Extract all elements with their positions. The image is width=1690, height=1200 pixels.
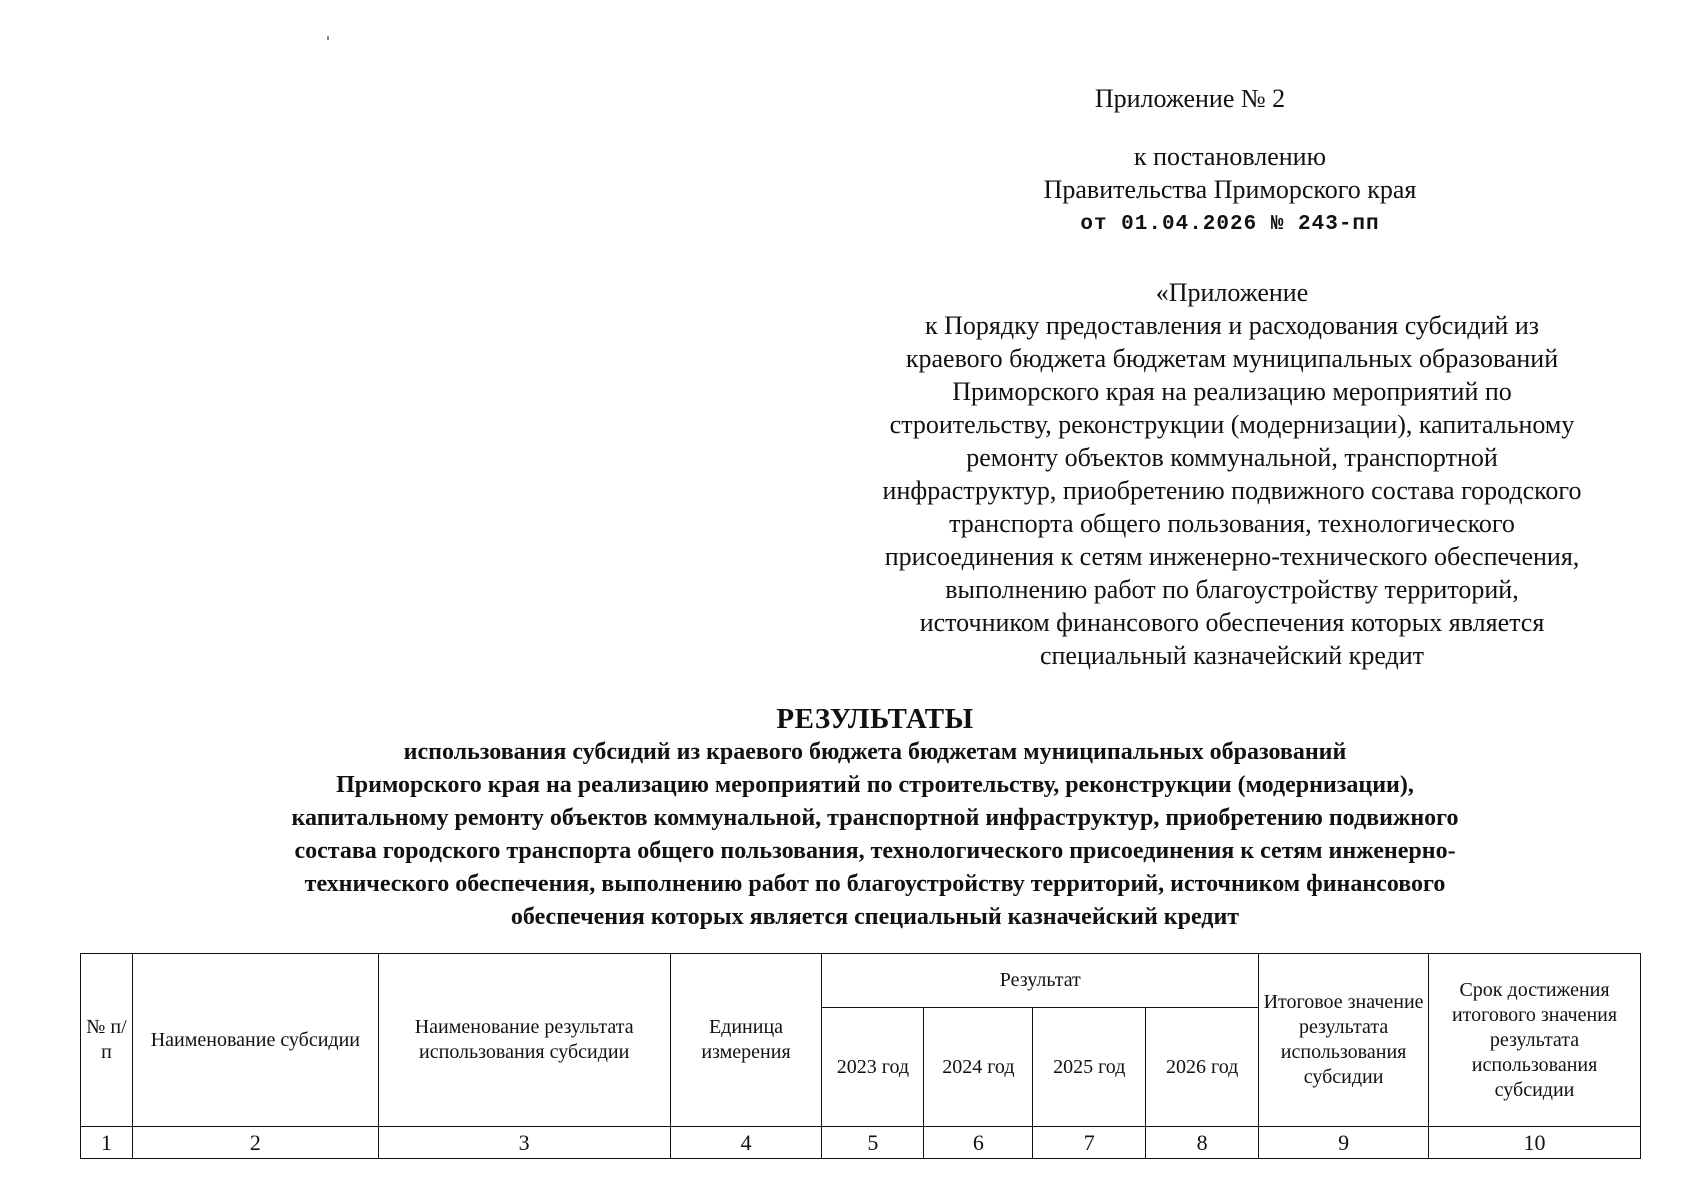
order-line: краевого бюджета бюджетам муниципальных образований (905, 344, 1559, 373)
order-reference (842, 276, 1622, 672)
header-cell-final-value: Итоговое значение результата использования субсидии (1259, 954, 1429, 1127)
order-line: инфраструктур, приобретению подвижного состава городского (882, 476, 1582, 505)
header-cell-result-name: Наименование результата использования субсидии (378, 954, 670, 1127)
column-number-cell: 5 (822, 1127, 924, 1159)
results-subtitle-line: капитальному ремонту объектов коммунальной, транспортной инфраструктур, приобретению подвижного (291, 805, 1459, 831)
column-number-cell: 8 (1146, 1127, 1259, 1159)
column-number-cell: 7 (1033, 1127, 1146, 1159)
table-header-row (81, 954, 1641, 1008)
header-cell-year: 2025 год (1033, 1008, 1146, 1127)
decree-reference (980, 140, 1480, 241)
column-number-cell: 6 (924, 1127, 1033, 1159)
results-subtitle-line: Приморского края на реализацию мероприятий по строительству, реконструкции (модернизации), (336, 772, 1414, 798)
order-line: к Порядку предоставления и расходования субсидий из (924, 311, 1540, 340)
header-cell-result: Результат (822, 954, 1259, 1008)
header-cell-year: 2026 год (1146, 1008, 1259, 1127)
results-subtitle-line: технического обеспечения, выполнению работ по благоустройству территорий, источником финансового (304, 871, 1446, 897)
results-table (80, 953, 1641, 1159)
header-cell-deadline: Срок достижения итогового значения результата использования субсидии (1429, 954, 1641, 1127)
appendix-title: Приложение № 2 (1094, 84, 1286, 113)
header-cell-unit: Единица измерения (670, 954, 822, 1127)
column-number-cell: 9 (1259, 1127, 1429, 1159)
column-number-cell: 1 (81, 1127, 133, 1159)
decree-date: от 01.04.2026 № 243-пп (1080, 213, 1380, 236)
results-heading: РЕЗУЛЬТАТЫ (776, 703, 974, 735)
order-line: ремонту объектов коммунальной, транспортной (966, 443, 1498, 472)
order-line: присоединения к сетям инженерно-технического обеспечения, (884, 542, 1580, 571)
header-cell-number: № п/п (81, 954, 133, 1127)
order-line: «Приложение (1155, 278, 1309, 307)
order-line: специальный казначейский кредит (1039, 641, 1425, 670)
header-cell-year: 2024 год (924, 1008, 1033, 1127)
order-line: транспорта общего пользования, технологического (949, 509, 1515, 538)
decree-line: к постановлению (1133, 142, 1327, 171)
results-title-block (80, 702, 1670, 934)
order-line: выполнению работ по благоустройству территорий, (945, 575, 1519, 604)
results-subtitle-line: состава городского транспорта общего пользования, технологического присоединения к сетям инженерно- (294, 838, 1456, 864)
order-line: источником финансового обеспечения которых является (919, 608, 1545, 637)
results-subtitle-line: обеспечения которых является специальный казначейский кредит (510, 904, 1240, 930)
header-cell-year: 2023 год (822, 1008, 924, 1127)
order-line: строительству, реконструкции (модернизации), капитальному (889, 410, 1575, 439)
decree-line: Правительства Приморского края (1043, 175, 1417, 204)
column-number-cell: 3 (378, 1127, 670, 1159)
scan-speck (327, 36, 329, 40)
table-row-column-numbers (81, 1127, 1641, 1159)
column-number-cell: 4 (670, 1127, 822, 1159)
results-subtitle-line: использования субсидий из краевого бюджета бюджетам муниципальных образований (403, 739, 1347, 765)
column-number-cell: 2 (132, 1127, 378, 1159)
column-number-cell: 10 (1429, 1127, 1641, 1159)
header-cell-subsidy-name: Наименование субсидии (132, 954, 378, 1127)
order-line: Приморского края на реализацию мероприятий по (952, 377, 1512, 406)
